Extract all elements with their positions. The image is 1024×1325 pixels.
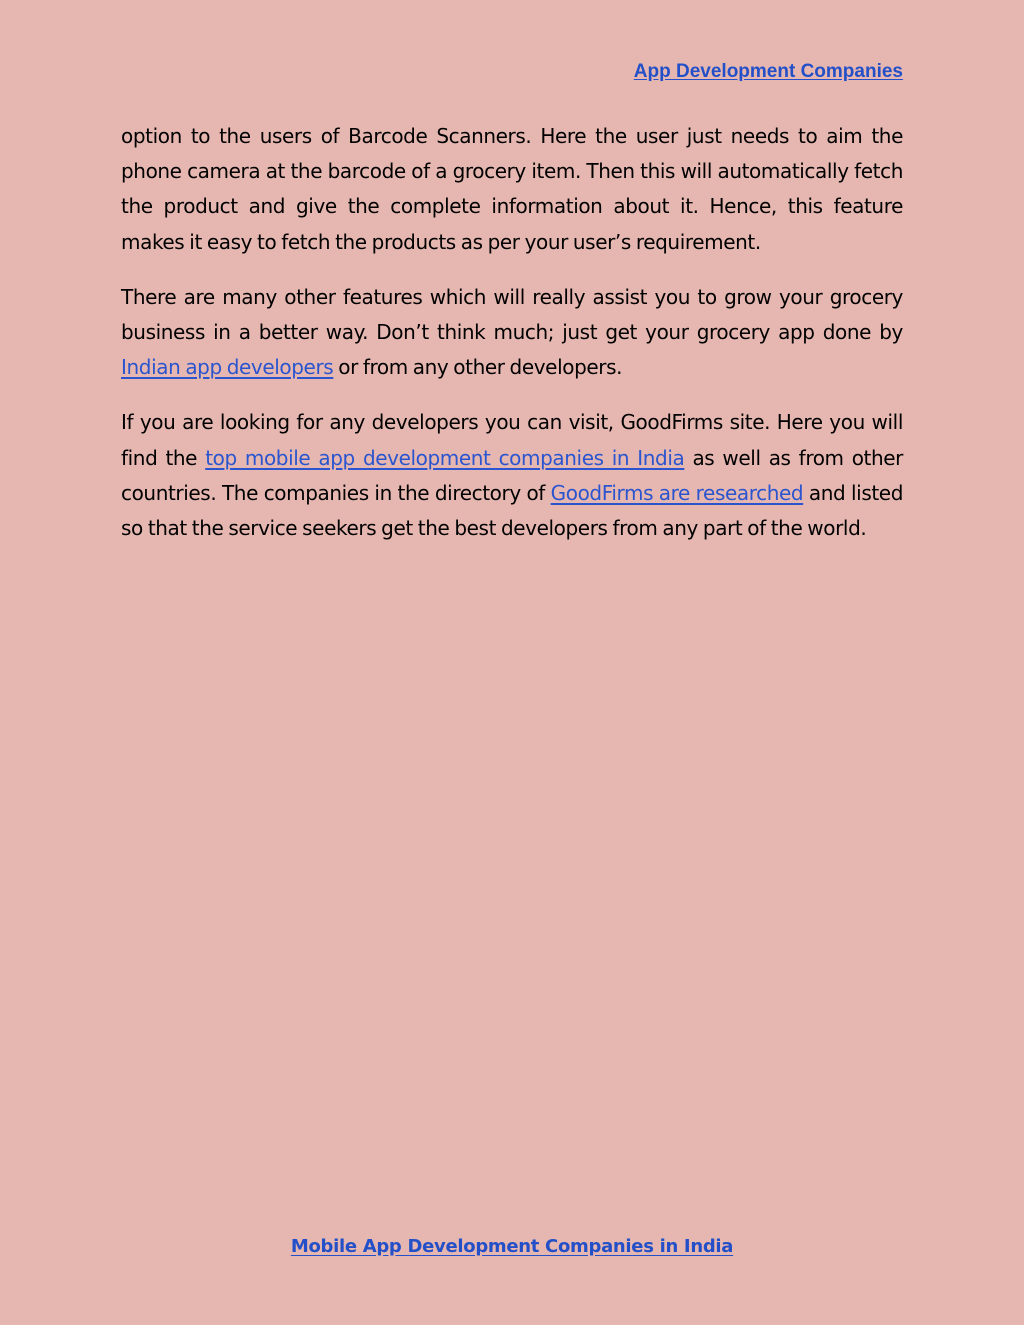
- footer-link[interactable]: Mobile App Development Companies in India: [290, 1236, 734, 1257]
- paragraph-text: There are many other features which will really assist you to grow your grocery business in a better way. Don’t think much; just get your grocery app done by: [121, 284, 903, 345]
- document-body: [121, 119, 903, 566]
- paragraph-features: [121, 280, 903, 386]
- paragraph-text: as well as from other countries. The companies in the directory of: [121, 445, 903, 505]
- goodfirms-researched-link[interactable]: GoodFirms are researched: [550, 480, 804, 505]
- paragraph-text: If you are looking for any developers you can visit, GoodFirms site. Here you will find the: [121, 410, 903, 470]
- paragraph-goodfirms: [121, 405, 903, 546]
- paragraph-text: or from any other developers.: [333, 355, 623, 380]
- paragraph-barcode: option to the users of Barcode Scanners. Here the user just needs to aim the phone camera at the barcode of a grocery item. Then this will automatically fetch the product and give the complete information about it. Hence, this feature makes it easy to fetch the products as per your user’s requirement.: [121, 124, 903, 254]
- top-mobile-app-companies-link[interactable]: top mobile app development companies in India: [205, 445, 685, 470]
- paragraph-text: and listed so that the service seekers get the best developers from any part of the world.: [121, 480, 903, 541]
- footer: [0, 1236, 1024, 1257]
- indian-app-developers-link[interactable]: Indian app developers: [121, 355, 334, 380]
- header-link[interactable]: App Development Companies: [633, 61, 903, 82]
